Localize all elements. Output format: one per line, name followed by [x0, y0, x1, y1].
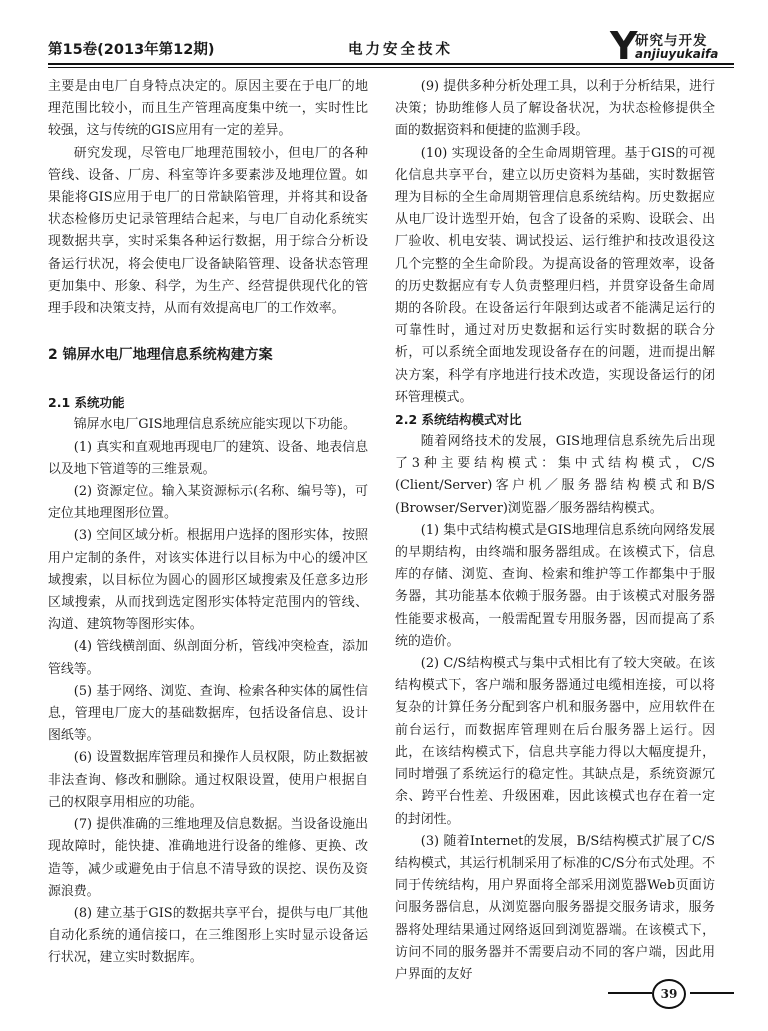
list-item: (5) 基于网络、浏览、查询、检索各种实体的属性信息，管理电厂庞大的基础数据库，包括设备信息、设计图纸等。	[48, 683, 368, 744]
list-item: (7) 提供准确的三维地理及信息数据。当设备设施出现故障时，能快捷、准确地进行设备的维修、更换、改造等，减少或避免由于信息不清导致的误挖、误伤及资源浪费。	[48, 817, 368, 899]
section-heading: 2 锦屏水电厂地理信息系统构建方案	[48, 347, 273, 364]
subsection-heading: 2.1 系统功能	[48, 395, 125, 411]
header-rule	[48, 63, 734, 65]
list-item: (3) 空间区域分析。根据用户选择的图形实体，按照用户定制的条件，对该实体进行以目标为中心的缓冲区域搜索，以目标位为圆心的圆形区域搜索及任意多边形区域搜索，从而找到选定图形实体特定范围内的管线、沟道、建筑物等图形实体。	[48, 528, 368, 633]
page-number: 39	[652, 979, 686, 1009]
issue-label: 第15卷(2013年第12期)	[48, 42, 215, 58]
list-item: (10) 实现设备的全生命周期管理。基于GIS的可视化信息共享平台，建立以历史资料为基础，实时数据管理为目标的全生命周期管理信息系统结构。历史数据应从电厂设计选型开始，包含了设备的采购、设联会、出厂验收、机电安装、调试投运、运行维护和技改退役这几个完整的全生命阶段。为提高设备的管理效率，设备的历史数据应有专人负责整理归档，并贯穿设备生命周期的各阶段。在设备运行年限到达或者不能满足运行的可靠性时，通过对历史数据和运行实时数据的联合分析，可以系统全面地发现设备存在的问题，进而提出解决方案，科学有序地进行技术改造，实现设备运行的闭环管理模式。	[395, 145, 715, 405]
column-name-pinyin: anjiuyukaifa	[635, 47, 719, 61]
footer-rule-right	[690, 992, 734, 994]
header-rule-thin	[48, 67, 734, 68]
list-item: (1) 真实和直观地再现电厂的建筑、设备、地表信息以及地下管道等的三维景观。	[48, 439, 368, 477]
paragraph: 研究发现，尽管电厂地理范围较小，但电厂的各种管线、设备、厂房、科室等许多要素涉及地理位置。如果能将GIS应用于电厂的日常缺陷管理，并将其和设备状态检修历史记录管理结合起来，与电厂自动化系统实现数据共享，实时采集各种运行数据，用于综合分析设备运行状况，将会使电厂设备缺陷管理、设备状态管理更加集中、形象、科学，为生产、经营提供现代化的管理手段和决策支持，从而有效提高电厂的工作效率。	[48, 145, 368, 317]
paragraph: (3) 随着Internet的发展，B/S结构模式扩展了C/S结构模式，其运行机制采用了标准的C/S分布式处理。不同于传统结构，用户界面将全部采用浏览器Web页面访问服务器信息，从浏览器向服务器提交服务请求，服务器将处理结果通过网络返回到浏览器端。在该模式下，访问不同的服务器并不需要启动不同的客户端，因此用户界面的友好	[395, 833, 715, 982]
paragraph: 主要是由电厂自身特点决定的。原因主要在于电厂的地理范围比较小，而且生产管理高度集中统一，实时性比较强，这与传统的GIS应用有一定的差异。	[48, 79, 368, 139]
column-logo	[610, 26, 734, 66]
subsection-heading: 2.2 系统结构模式对比	[395, 412, 522, 428]
list-item: (4) 管线横剖面、纵剖面分析，管线冲突检查，添加管线等。	[48, 639, 368, 677]
logo-letter: Y	[610, 24, 638, 68]
list-item: (8) 建立基于GIS的数据共享平台，提供与电厂其他自动化系统的通信接口，在三维图形上实时显示设备运行状况，建立实时数据库。	[48, 905, 368, 966]
list-item: (6) 设置数据库管理员和操作人员权限，防止数据被非法查询、修改和删除。通过权限设置，使用户根据自己的权限享用相应的功能。	[48, 750, 368, 810]
paragraph: (2) C/S结构模式与集中式相比有了较大突破。在该结构模式下，客户端和服务器通过电缆相连接，可以将复杂的计算任务分配到客户机和服务器中，应用软件在前台运行，而数据库管理则在后台服务器上运行。因此，在该结构模式下，信息共享能力得以大幅度提升，同时增强了系统运行的稳定性。其缺点是，系统资源冗余、跨平台性差、升级困难，因此该模式也存在着一定的封闭性。	[395, 656, 715, 827]
right-column	[395, 76, 715, 986]
journal-title: 电力安全技术	[348, 42, 453, 58]
paragraph: 随着网络技术的发展，GIS地理信息系统先后出现了3种主要结构模式：集中式结构模式，C/S (Client/Server)客户机／服务器结构模式和B/S (Browser/Server)浏览器／服务器结构模式。	[395, 434, 715, 516]
page-header	[48, 24, 734, 68]
footer-rule-left	[608, 992, 652, 994]
paragraph: 锦屏水电厂GIS地理信息系统应能实现以下功能。	[73, 417, 356, 433]
left-column	[48, 76, 368, 970]
paragraph: (1) 集中式结构模式是GIS地理信息系统向网络发展的早期结构，由终端和服务器组成。在该模式下，信息库的存储、浏览、查询、检索和维护等工作都集中于服务器，其功能基本依赖于服务器。由于该模式对服务器性能要求极高，一般需配置专用服务器，因而提高了系统的造价。	[395, 522, 715, 649]
list-item: (2) 资源定位。输入某资源标示(名称、编号等)，可定位其地理图形位置。	[48, 484, 368, 522]
list-item: (9) 提供多种分析处理工具，以利于分析结果，进行决策；协助维修人员了解设备状况，为状态检修提供全面的数据资料和便捷的监测手段。	[395, 79, 715, 139]
column-name-cn: 研究与开发	[635, 33, 708, 49]
